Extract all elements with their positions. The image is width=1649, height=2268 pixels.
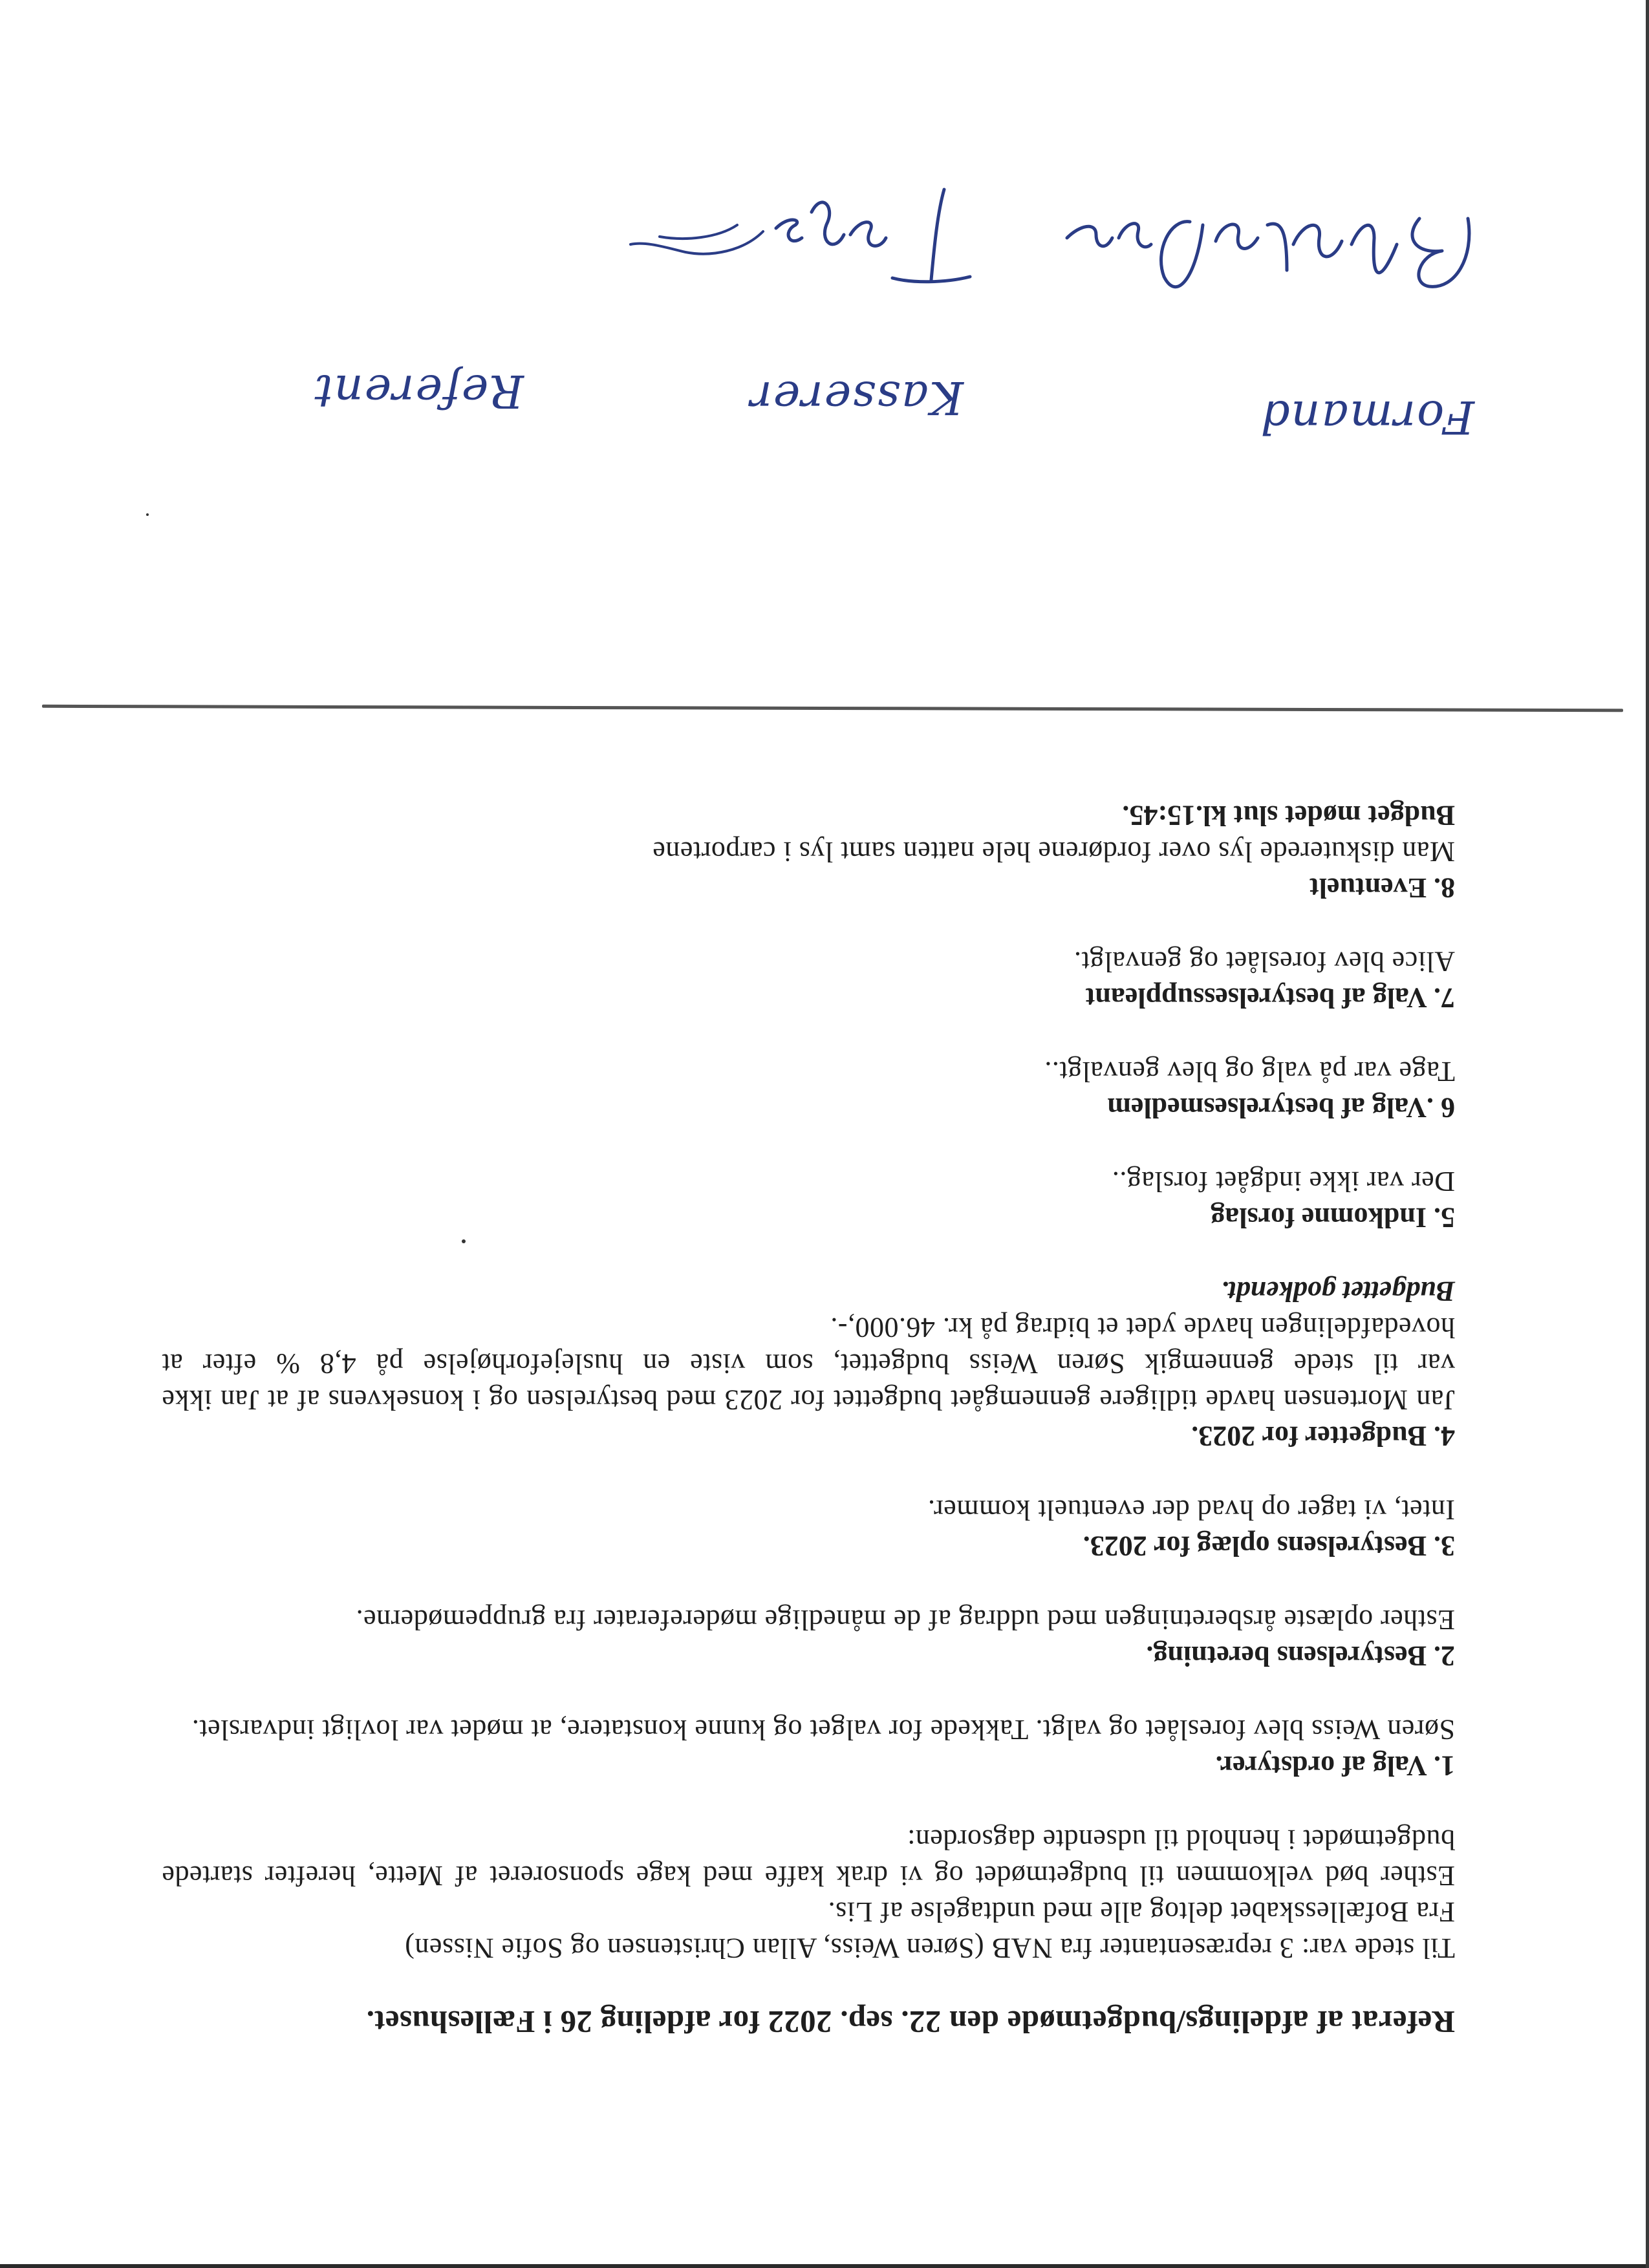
agenda-heading: 6 .Valg af bestyrelsesmedlem [1107,1092,1455,1124]
scan-speck [146,513,149,516]
agenda-text: Man diskuterede lys over fordørene hele natten samt lys i carportene [652,836,1455,868]
signature-role-treasurer: Kasserer [749,371,964,424]
minutes-body [162,797,1455,2040]
agenda-heading: 1. Valg af ordstyrer. [1215,1750,1455,1782]
agenda-heading: 4. Budgetter for 2023. [1191,1420,1455,1452]
intro-welcome: Esther bød velkommen til budgetmødet og vi drak kaffe med kage sponsoreret af Mette, herefter startede budgetmødet i henhold til udsendte dagsorden: [162,1824,1455,1892]
signature-role-chair: Formand [1259,390,1474,444]
agenda-item-5 [162,1163,1455,1236]
agenda-item-4 [162,1273,1455,1454]
intro-attendees: Til stede var: 3 repræsentanter fra NAB (Søren Weiss, Allan Christensen og Sofie Nissen) [404,1932,1455,1964]
intro-participants: Fra Bofællesskabet deltog alle med undtagelse af Lis. [828,1896,1455,1928]
intro-block [162,1821,1455,1966]
agenda-text: Tage var på valg og blev genvalgt.. [1044,1056,1455,1087]
agenda-item-1 [162,1711,1455,1784]
signature-role-secretary: Referent [313,365,524,418]
agenda-heading: 3. Bestyrelsens oplæg for 2023. [1083,1530,1455,1562]
agenda-heading: 8. Eventuelt [1310,872,1455,904]
agenda-heading: 7. Valg af bestyrelsessuppleant [1085,982,1455,1014]
agenda-item-8 [162,797,1455,906]
treasurer-signature-graphic [621,180,983,303]
agenda-text: Jan Mortensen havde tidligere gennemgået budgettet for 2023 med bestyrelsen og i konsekvens af at Jan ikke var til stede gennemgik Søren Weiss budgettet, som viste en huslejeforhøjelse på 4,8 % efter at hovedafdelingen havde ydet et bidrag på kr. 46.000,-. [162,1312,1455,1416]
scan-speck [462,1239,466,1243]
agenda-item-2 [162,1601,1455,1674]
agenda-item-7 [162,943,1455,1016]
agenda-item-3 [162,1492,1455,1564]
scan-edge-left [1646,0,1649,2268]
agenda-text: Alice blev foreslået og genvalgt. [1073,946,1455,978]
scan-edge-top [0,2264,1649,2268]
chair-signature-graphic [1054,193,1481,316]
document-title: Referat af afdelings/budgetmøde den 22. sep. 2022 for afdeling 26 i Fælleshuset. [366,2004,1455,2040]
agenda-text: Søren Weiss blev foreslået og valgt. Takkede for valget og kunne konstatere, at mødet var lovligt indvarslet. [191,1714,1455,1746]
agenda-text: Der var ikke indgået forslag.. [1112,1166,1455,1197]
meeting-closing: Budget mødet slut kl.15:45. [1122,800,1455,831]
agenda-item-6 [162,1053,1455,1126]
agenda-heading: 2. Bestyrelsens beretning. [1146,1640,1455,1672]
agenda-text: Esther oplæste årsberetningen med uddrag af de månedlige mødereferater fra gruppemøderne. [356,1604,1455,1636]
budget-approval: Budgettet godkendt. [1221,1276,1455,1307]
agenda-heading: 5. Indkomne forslag [1211,1202,1455,1234]
signature-divider-line [42,705,1623,712]
agenda-text: Intet, vi tager op hvad der eventuelt kommer. [927,1494,1455,1526]
